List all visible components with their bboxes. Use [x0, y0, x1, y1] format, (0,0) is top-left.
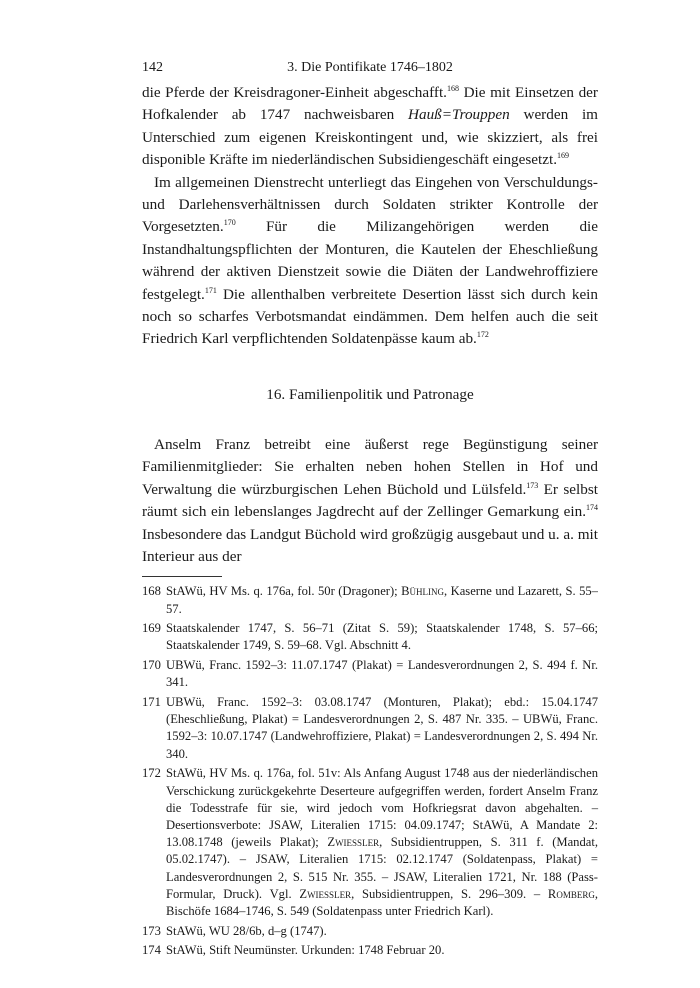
- text-run: Insbesondere das Landgut Büchold wird großzügig ausgebaut und u. a. mit Interieur aus der: [142, 525, 598, 565]
- paragraph: [142, 172, 598, 351]
- footnote-ref[interactable]: 174: [586, 503, 598, 513]
- page-header: [142, 60, 598, 82]
- footnote-number: 168: [142, 584, 161, 599]
- author-name: Zwiessler: [327, 835, 380, 850]
- footnote-text: StAWü, Stift Neumünster. Urkunden: 1748 Februar 20.: [166, 943, 445, 958]
- footnote-number: 172: [142, 766, 161, 781]
- footnote-ref[interactable]: 169: [557, 151, 570, 161]
- text-run: Im allgemeinen Dienstrecht unterliegt das Eingehen von Verschuldungs- und Darlehensverhältnissen durch Soldaten strikter Kontrolle der Vorgesetzten.: [142, 173, 598, 236]
- footnote-text: StAWü, HV Ms. q. 176a, fol. 51v: Als Anfang August 1748 aus der niederländischen Verschickung zurückgekehrte Deserteure aufgegriffen werden, fordert Anselm Franz die Todesstrafe für sie, wird jedoch vom Hofkriegsrat davon abgehalten. – Desertionsverbote: JSAW, Literalien 1715: 04.09.1747; StAWü, A Mandate 2: 13.08.1748 (jeweils Plakat); Zwiessler, Subsidientruppen, S. 311 f. (Mandat, 05.02.1747). – JSAW, Literalien 1715: 02.12.1747 (Soldatenpass, Plakat) = Landesverordnungen 2, S. 515 Nr. 355. – JSAW, Literalien 1721, Nr. 188 (Pass-Formular, Druck). Vgl. Zwiessler, Subsidientruppen, S. 296–309. – Romberg, Bischöfe 1684–1746, S. 549 (Soldatenpass unter Friedrich Karl).: [166, 766, 599, 918]
- author-name: Romberg: [547, 886, 595, 901]
- page-number: 142: [142, 60, 163, 75]
- italic-term: Hauß=Trouppen: [408, 106, 510, 124]
- text-run: Anselm Franz betreibt eine äußerst rege Begünstigung seiner Familienmitglieder: Sie erhalten neben hohen Stellen in Hof und Verwaltung die würzburgischen Lehen Büchold und Lülsfeld.: [142, 435, 598, 498]
- author-name: Zwiessler: [299, 886, 352, 901]
- text-run: Er selbst räumt sich ein lebenslanges Jagdrecht auf der Zellinger Gemarkung ein.: [142, 480, 598, 521]
- main-text: [142, 82, 598, 568]
- footnote: [142, 657, 598, 691]
- text-run: werden im Unterschied zum eigenen Kreiskontingent und, wie skizziert, als frei disponible Kräfte im niederländischen Subsidiengeschäft eingesetzt.: [142, 106, 598, 169]
- footnote-text: StAWü, HV Ms. q. 176a, fol. 50r (Dragoner); Bühling, Kaserne und Lazarett, S. 55–57.: [166, 584, 598, 616]
- text-run: Die mit Einsetzen der Hofkalender ab 1747 nachweisbaren: [142, 84, 598, 124]
- footnote-ref[interactable]: 168: [446, 83, 459, 93]
- footnote: [142, 942, 598, 959]
- text-run: Die allenthalben verbreitete Desertion lässt sich durch kein noch so scharfes Verbotsmandat eindämmen. Dem helfen auch die seit Friedrich Karl verpflichtenden Soldatenpässe kaum ab.: [142, 285, 598, 348]
- footnote-text: StAWü, WU 28/6b, d–g (1747).: [166, 923, 327, 938]
- footnote: [142, 620, 598, 654]
- footnote-separator: [142, 576, 222, 577]
- author-name: Bühling: [401, 584, 445, 599]
- section-heading: 16. Familienpolitik und Patronage: [266, 385, 474, 403]
- paragraph: [142, 82, 598, 172]
- footnote: [142, 694, 598, 763]
- footnote-number: 173: [142, 923, 161, 938]
- footnote: [142, 923, 598, 940]
- book-page: [142, 60, 598, 960]
- footnote-text: UBWü, Franc. 1592–3: 03.08.1747 (Monturen, Plakat); ebd.: 15.04.1747 (Eheschließung, Plakat) = Landesverordnungen 2, S. 487 Nr. 335. – UBWü, Franc. 1592–3: 10.07.1747 (Landwehroffiziere, Plakat) = Landesverordnungen 2, S. 494 Nr. 340.: [166, 695, 598, 761]
- footnotes: [142, 583, 598, 959]
- footnote-number: 169: [142, 621, 161, 636]
- footnote-number: 174: [142, 943, 161, 958]
- footnote-ref[interactable]: 171: [204, 285, 217, 295]
- footnote-text: Staatskalender 1747, S. 56–71 (Zitat S. 59); Staatskalender 1748, S. 57–66; Staatskalender 1749, S. 59–68. Vgl. Abschnitt 4.: [166, 621, 598, 653]
- footnote-number: 170: [142, 658, 161, 673]
- footnote: [142, 583, 598, 617]
- footnote-number: 171: [142, 695, 161, 710]
- running-title: 3. Die Pontifikate 1746–1802: [287, 60, 453, 75]
- footnote-ref[interactable]: 172: [476, 330, 489, 340]
- paragraph: [142, 434, 598, 568]
- footnote: [142, 765, 598, 920]
- footnote-text: UBWü, Franc. 1592–3: 11.07.1747 (Plakat) = Landesverordnungen 2, S. 494 f. Nr. 341.: [166, 658, 598, 690]
- footnote-ref[interactable]: 173: [526, 480, 539, 490]
- text-run: die Pferde der Kreisdragoner-Einheit abgeschafft.: [142, 84, 447, 101]
- footnote-ref[interactable]: 170: [223, 218, 236, 228]
- text-run: Für die Milizangehörigen werden die Instandhaltungspflichten der Monturen, die Kautelen der Eheschließung während der aktiven Dienstzeit sowie die Diäten der Landwehroffiziere festgelegt.: [142, 218, 598, 303]
